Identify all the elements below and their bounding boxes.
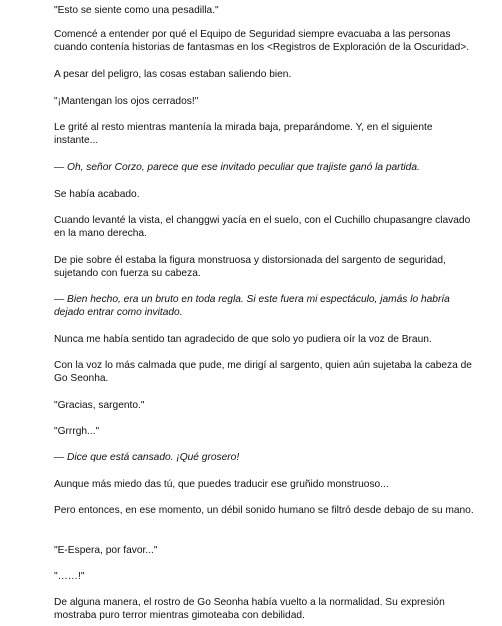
paragraph-19: "……!" bbox=[54, 571, 85, 582]
paragraph-13: "Gracias, sargento." bbox=[54, 400, 145, 411]
paragraph-4: "¡Mantengan los ojos cerrados!" bbox=[54, 96, 199, 107]
paragraph-8: Cuando levanté la vista, el changgwi yacía en el suelo, con el Cuchillo chupasangre clavado en la mano derecha. bbox=[54, 215, 471, 239]
paragraph-11: Nunca me había sentido tan agradecido de que solo yo pudiera oír la voz de Braun. bbox=[54, 334, 432, 345]
paragraph-17: Pero entonces, en ese momento, un débil sonido humano se filtró desde debajo de su mano. bbox=[54, 505, 474, 516]
paragraph-10: — Bien hecho, era un bruto en toda regla. Si este fuera mi espectáculo, jamás lo habría dejado entrar como invitado. bbox=[54, 294, 450, 318]
paragraph-2: Comencé a entender por qué el Equipo de Seguridad siempre evacuaba a las personas cuando contenía historias de fantasmas en los <Registros de Exploración de la Oscuridad>. bbox=[54, 29, 470, 53]
paragraph-9: De pie sobre él estaba la figura monstruosa y distorsionada del sargento de seguridad, sujetando con fuerza su cabeza. bbox=[54, 255, 446, 279]
paragraph-16: Aunque más miedo das tú, que puedes traducir ese gruñido monstruoso... bbox=[54, 479, 389, 490]
paragraph-6: — Oh, señor Corzo, parece que ese invitado peculiar que trajiste ganó la partida. bbox=[54, 162, 420, 173]
paragraph-20: De alguna manera, el rostro de Go Seonha había vuelto a la normalidad. Su expresión mostraba puro terror mientras gimoteaba con debilidad. bbox=[54, 597, 445, 621]
paragraph-7: Se había acabado. bbox=[54, 189, 140, 200]
paragraph-3: A pesar del peligro, las cosas estaban saliendo bien. bbox=[54, 69, 292, 80]
paragraph-5: Le grité al resto mientras mantenía la mirada baja, preparándome. Y, en el siguiente instante... bbox=[54, 122, 433, 146]
paragraph-15: — Dice que está cansado. ¡Qué grosero! bbox=[54, 452, 240, 463]
paragraph-1: "Esto se siente como una pesadilla." bbox=[54, 5, 219, 16]
paragraph-14: "Grrrgh..." bbox=[54, 426, 100, 437]
paragraph-12: Con la voz lo más calmada que pude, me dirigí al sargento, quien aún sujetaba la cabeza de Go Seonha. bbox=[54, 360, 472, 384]
paragraph-18: "E-Espera, por favor..." bbox=[54, 545, 158, 556]
